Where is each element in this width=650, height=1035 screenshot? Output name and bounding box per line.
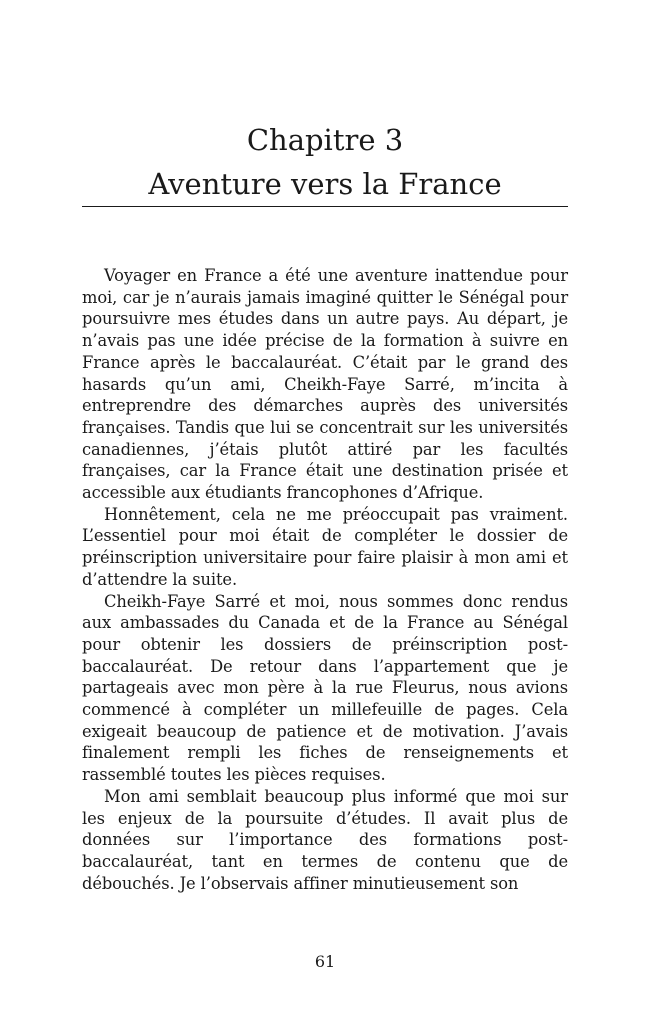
body-text xyxy=(82,265,568,894)
page-number: 61 xyxy=(314,952,336,971)
chapter-divider xyxy=(82,206,568,207)
paragraph: Honnêtement, cela ne me préoccupait pas vraiment. L’essentiel pour moi était de compléter le dossier de préinscription universitaire pour faire plaisir à mon ami et d’attendre la suite. xyxy=(82,504,568,589)
chapter-title: Aventure vers la France xyxy=(148,167,502,201)
chapter-number: Chapitre 3 xyxy=(246,123,404,157)
paragraph: Cheikh-Faye Sarré et moi, nous sommes donc rendus aux ambassades du Canada et de la France au Sénégal pour obtenir les dossiers de préinscription post-baccalauréat. De retour dans l’appartement que je partageais avec mon père à la rue Fleurus, nous avions commencé à compléter un millefeuille de pages. Cela exigeait beaucoup de patience et de motivation. J’avais finalement rempli les fiches de renseignements et rassemblé toutes les pièces requises. xyxy=(82,591,568,785)
chapter-header xyxy=(82,118,568,206)
paragraph: Mon ami semblait beaucoup plus informé que moi sur les enjeux de la poursuite d’études. Il avait plus de données sur l’importance des formations post-baccalauréat, tant en termes de contenu que de débouchés. Je l’observais affiner minutieusement son xyxy=(82,786,568,893)
paragraph: Voyager en France a été une aventure inattendue pour moi, car je n’aurais jamais imaginé quitter le Sénégal pour poursuivre mes études dans un autre pays. Au départ, je n’avais pas une idée précise de la formation à suivre en France après le baccalauréat. C’était par le grand des hasards qu’un ami, Cheikh-Faye Sarré, m’incita à entreprendre des démarches auprès des universités françaises. Tandis que lui se concentrait sur les universités canadiennes, j’étais plutôt attiré par les facultés françaises, car la France était une destination prisée et accessible aux étudiants francophones d’Afrique. xyxy=(82,266,568,503)
